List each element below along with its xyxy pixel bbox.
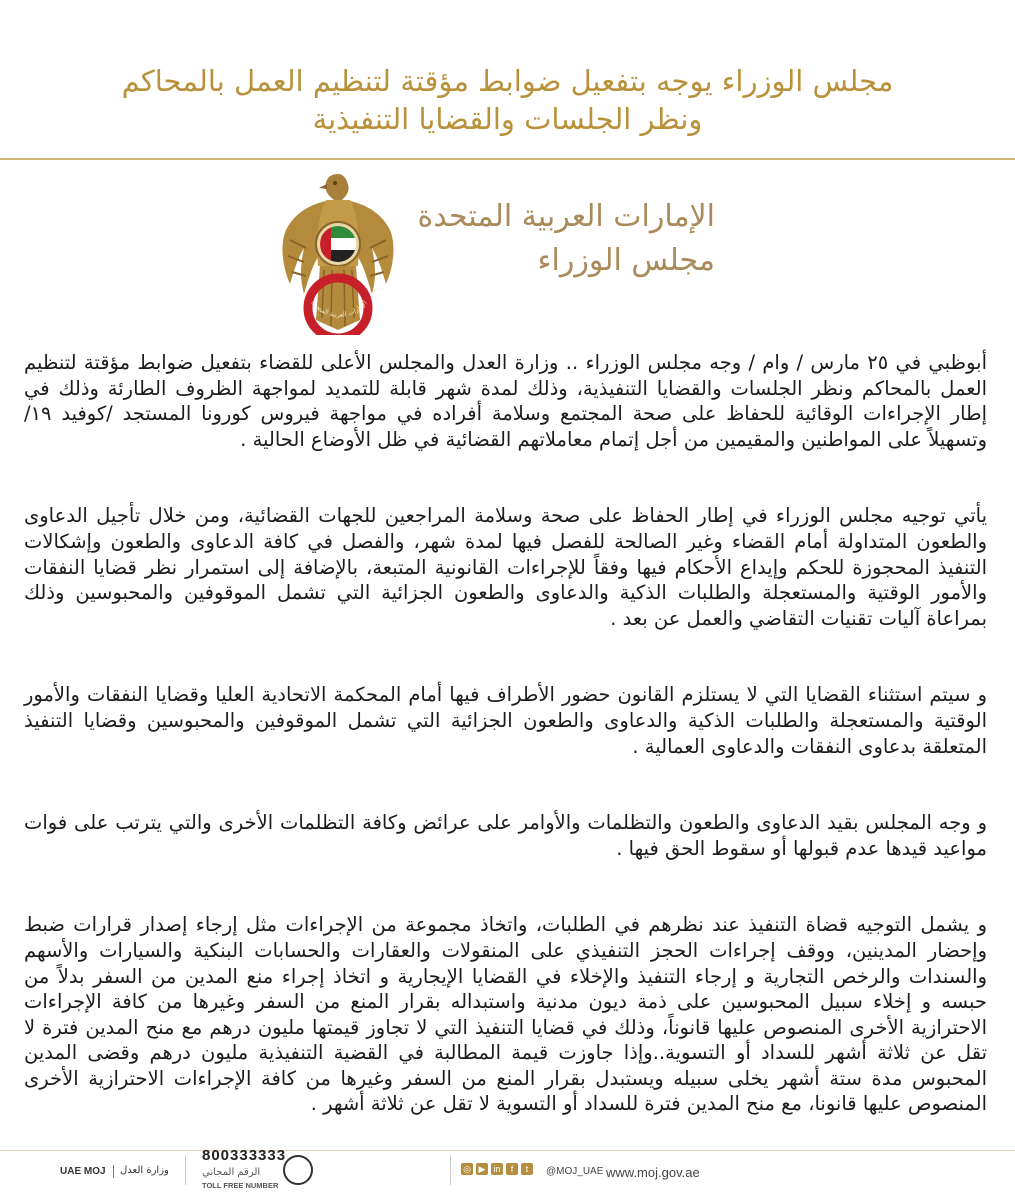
paragraph-2: يأتي توجيه مجلس الوزراء في إطار الحفاظ على صحة وسلامة المراجعين للجهات القضائية، ومن خلال تأجيل الدعاوى والطعون المتداولة أمام القضاء وغير الصالحة للفصل فيها لمدة شهر، والفصل في كافة الدعاوى والطعون وإشكالات التنفيذ المحجوزة للحكم وإيداع الأحكام فيها وفقاً للإجراءات القانونية المتبعة، بالإضافة إلى استمرار نظر قضايا النفقات والأمور الوقتية والمستعجلة والطلبات الذكية والدعاوى والطعون الجزائية التي تشمل الموقوفين والمحبوسين وذلك بمراعاة آليات تقنيات التقاضي والعمل عن بعد . — [24, 504, 987, 630]
linkedin-icon[interactable]: in — [491, 1163, 503, 1175]
paragraph-1: أبوظبي في ٢٥ مارس / وام / وجه مجلس الوزراء .. وزارة العدل والمجلس الأعلى للقضاء بتفعيل ضوابط مؤقتة لتنظيم العمل بالمحاكم ونظر الجلسات والقضايا التنفيذية، وذلك لمدة شهر قابلة للتمديد لمواجهة الظروف الطارئة وذلك في إطار الإجراءات الوقائية للحفاظ على صحة المجتمع وسلامة أفراده في مواجهة فيروس كورونا المستجد /كوفيد ١٩/ وتسهيلاً على المواطنين والمقيمين من أجل إتمام معاملاتهم القضائية في ظل الأوضاع الحالية . — [24, 351, 987, 451]
footer-separator — [185, 1155, 186, 1185]
headline-line-2: ونظر الجلسات والقضايا التنفيذية — [312, 102, 703, 136]
header-divider — [0, 158, 1015, 160]
toll-free-number[interactable]: 800333333 — [202, 1147, 287, 1164]
twitter-icon[interactable]: t — [521, 1163, 533, 1175]
social-icons — [461, 1163, 533, 1175]
council-logo-text — [415, 195, 715, 283]
instagram-icon[interactable]: ◎ — [461, 1163, 473, 1175]
facebook-icon[interactable]: f — [506, 1163, 518, 1175]
ministry-name-ar: وزارة العدل — [120, 1165, 169, 1176]
country-name: الإمارات العربية المتحدة — [417, 199, 715, 234]
footer — [0, 1135, 1015, 1200]
emblem-ring-text: الإمارات العربية المتحدة — [309, 298, 369, 319]
article-body — [24, 350, 987, 1168]
toll-free-label-en: TOLL FREE NUMBER — [202, 1181, 279, 1190]
headline-line-1: مجلس الوزراء يوجه بتفعيل ضوابط مؤقتة لتنظيم العمل بالمحاكم — [121, 64, 894, 98]
uae-emblem-icon — [276, 170, 401, 335]
website-link[interactable]: www.moj.gov.ae — [606, 1165, 700, 1180]
council-name: مجلس الوزراء — [537, 243, 715, 278]
ministry-name-en: UAE MOJ — [60, 1166, 106, 1177]
ministry-divider — [113, 1165, 114, 1178]
phone-icon — [283, 1155, 313, 1185]
youtube-icon[interactable]: ▶ — [476, 1163, 488, 1175]
social-handle[interactable]: @MOJ_UAE — [546, 1166, 604, 1177]
paragraph-3: و سيتم استثناء القضايا التي لا يستلزم القانون حضور الأطراف فيها أمام المحكمة الاتحادية العليا وقضايا النفقات والأمور الوقتية والمستعجلة والطلبات الذكية والدعاوى والطعون الجزائية التي تشمل الموقوفين والمحبوسين وقضايا التنفيذ المتعلقة بدعاوى النفقات والدعاوى العمالية . — [24, 683, 987, 758]
paragraph-4: و وجه المجلس بقيد الدعاوى والطعون والتظلمات والأوامر على عرائض وكافة التظلمات الأخرى والتي يترتب على فوات مواعيد قيدها عدم قبولها أو سقوط الحق فيها . — [24, 811, 987, 860]
headline — [30, 62, 985, 138]
toll-free-label-ar: الرقم المجاني — [202, 1167, 261, 1178]
footer-separator — [450, 1155, 451, 1185]
paragraph-5: و يشمل التوجيه قضاة التنفيذ عند نظرهم في الطلبات، واتخاذ مجموعة من الإجراءات مثل إرجاء إصدار قرارات ضبط وإحضار المدينين، ووقف إجراءات الحجز التنفيذي على المنقولات والعقارات والحسابات البنكية والسيارات والأسهم والسندات والرخص التجارية و إرجاء التنفيذ والإخلاء في القضايا الإيجارية و اتخاذ إجراء منع المدين من السفر بدلاً من حبسه و إخلاء سبيل المحبوسين على ذمة ديون مدنية واستبداله بقرار المنع من السفر وغيرها من كافة الإجراءات الاحترازية الأخرى المنصوص عليها قانوناً، وذلك في قضايا التنفيذ التي لا تجاوز قيمتها مليون درهم مع منح المدين فترة لا تقل عن ثلاثة أشهر للسداد أو التسوية..وإذا جاوزت قيمة المطالبة في القضية التنفيذية مليون درهم وقضى المدين المحبوس مدة ستة أشهر يخلى سبيله ويستبدل بقرار المنع من السفر وغيرها من كافة الإجراءات الاحترازية الأخرى المنصوص عليها قانونا، مع منح المدين فترة للسداد أو التسوية لا تقل عن ثلاثة أشهر . — [24, 913, 987, 1116]
footer-divider — [0, 1150, 1015, 1151]
